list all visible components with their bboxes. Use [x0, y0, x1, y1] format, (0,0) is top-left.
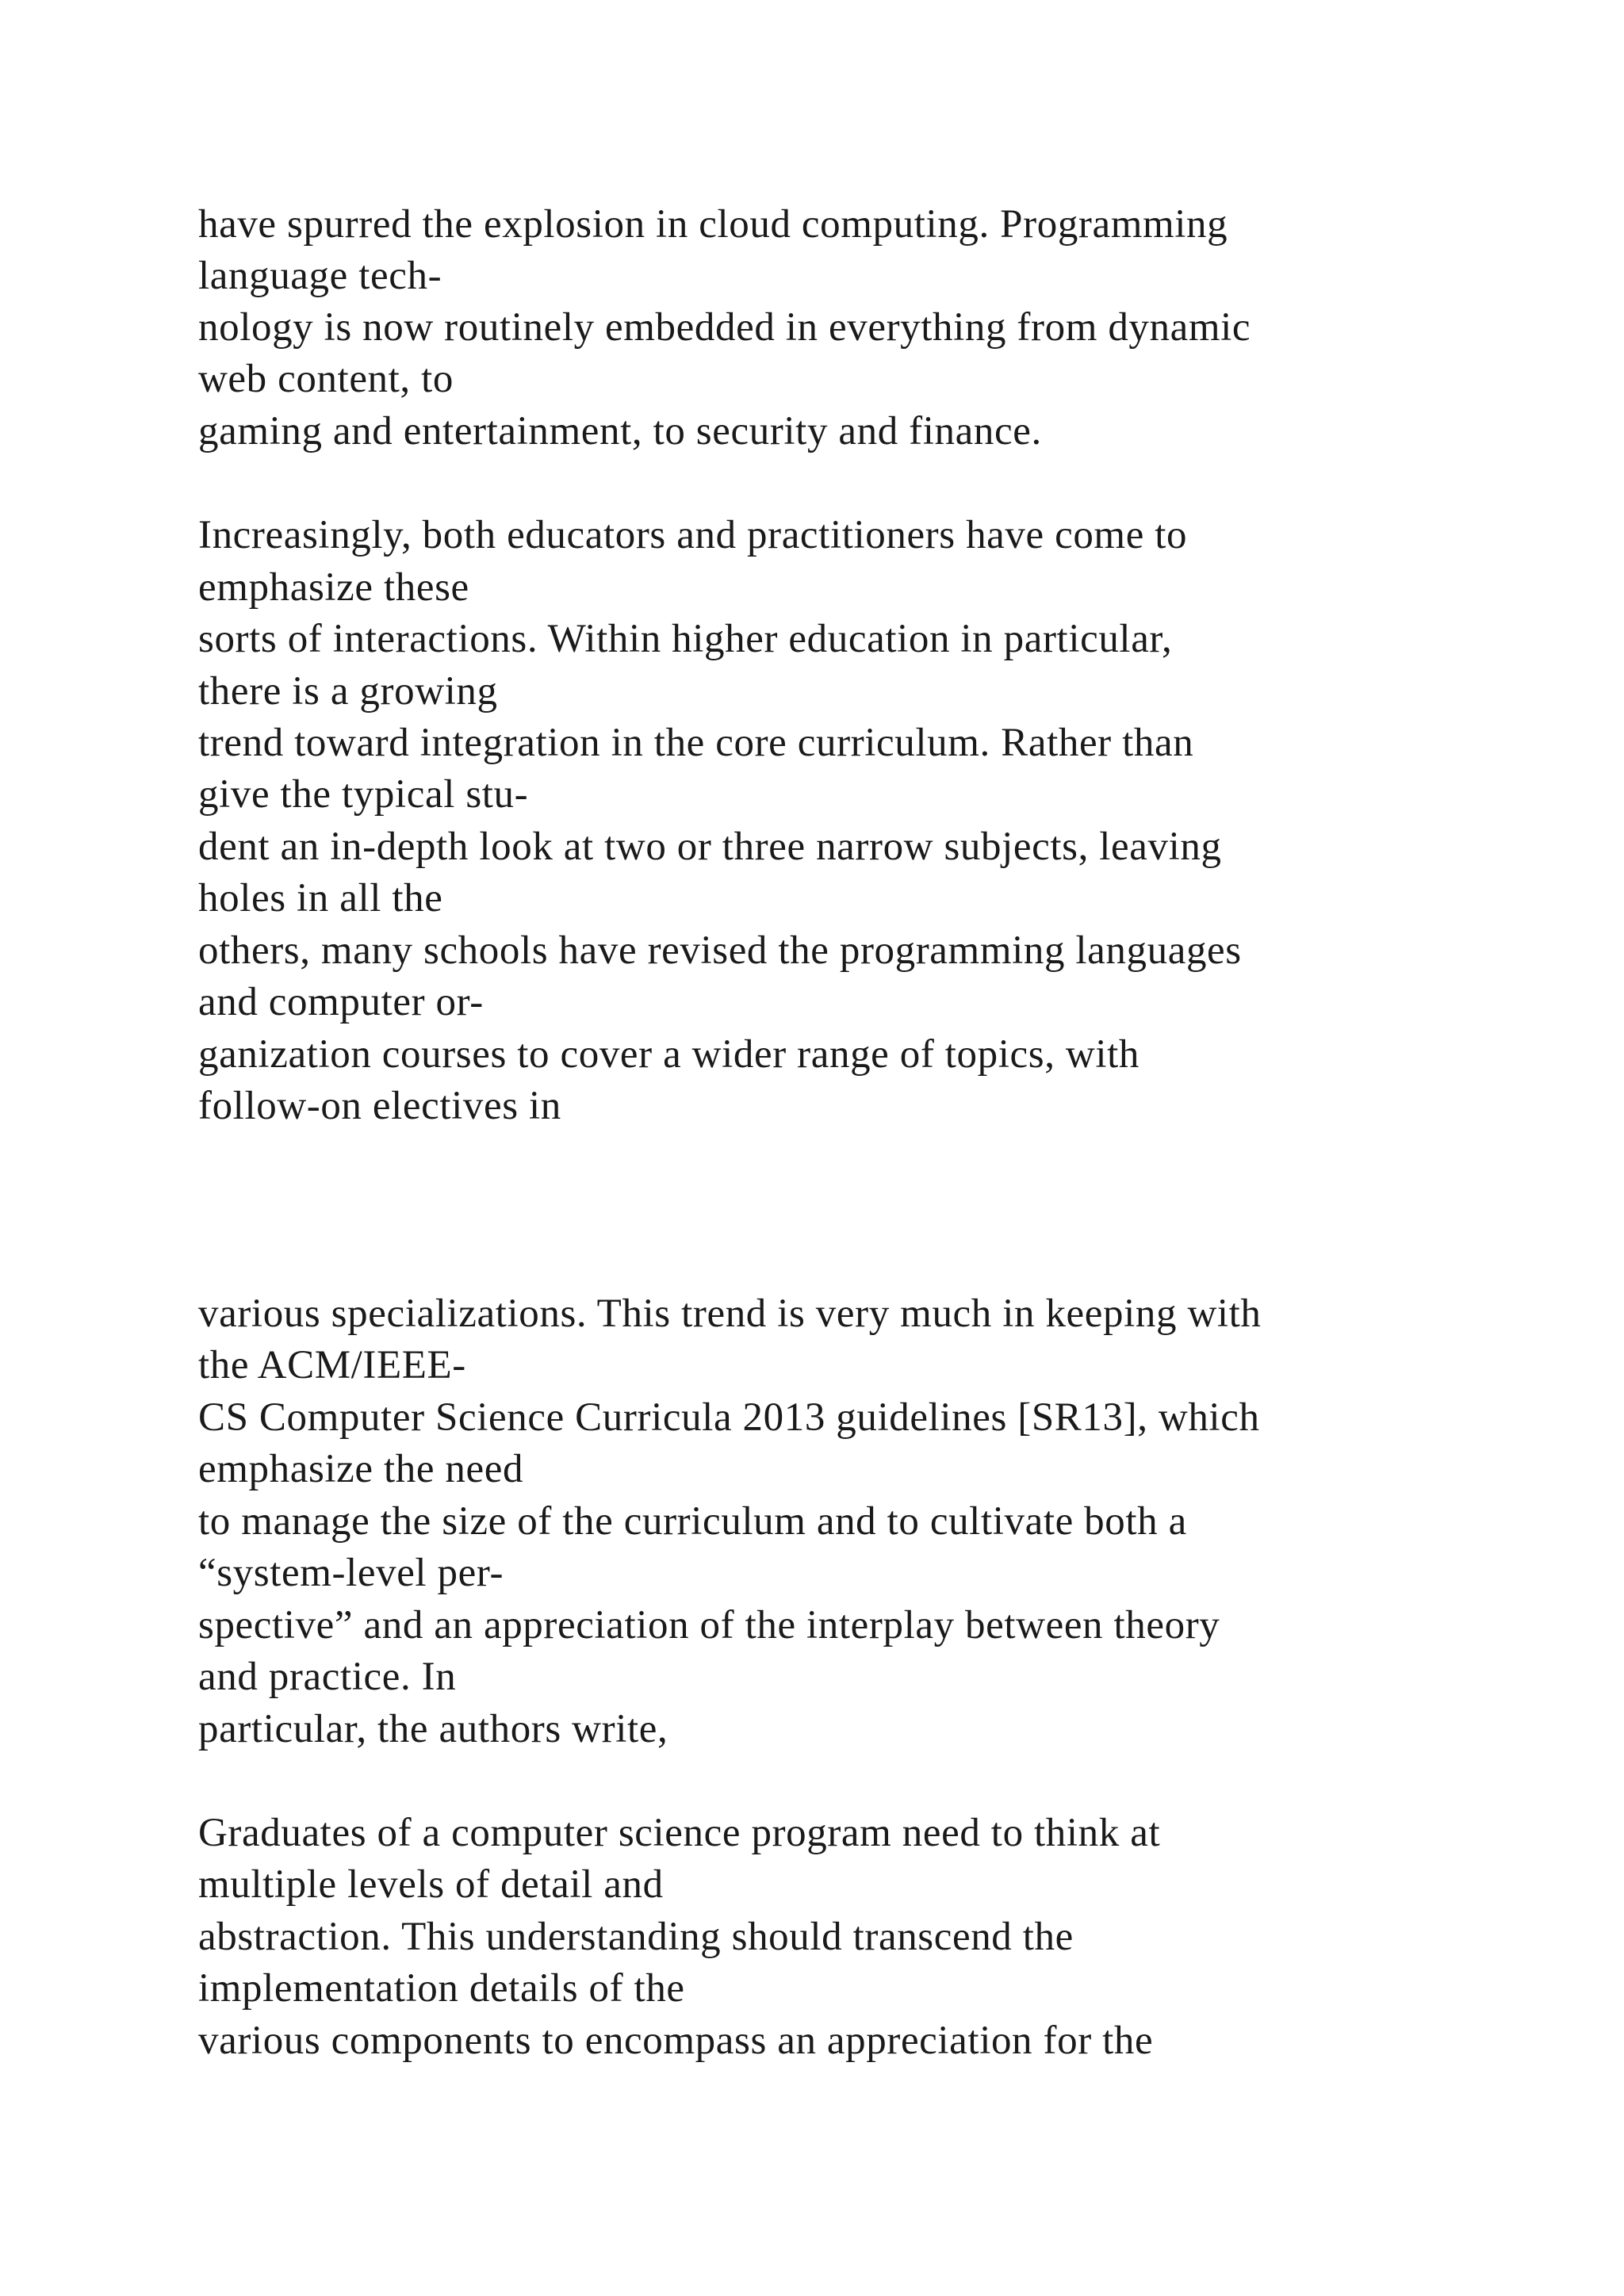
text-line: nology is now routinely embedded in everything from dynamic — [198, 305, 1251, 350]
text-line: Increasingly, both educators and practitioners have come to — [198, 513, 1188, 557]
text-line: web content, to — [198, 357, 454, 401]
text-line: various specializations. This trend is very much in keeping with — [198, 1292, 1262, 1336]
text-line: multiple levels of detail and — [198, 1862, 664, 1907]
text-line: particular, the authors write, — [198, 1707, 668, 1751]
text-line: follow-on electives in — [198, 1084, 561, 1128]
text-line: and computer or- — [198, 980, 484, 1024]
text-line: there is a growing — [198, 669, 498, 714]
text-line: language tech- — [198, 254, 442, 298]
text-line: have spurred the explosion in cloud computing. Programming — [198, 202, 1228, 247]
text-line: “system-level per- — [198, 1551, 504, 1595]
text-line: CS Computer Science Curricula 2013 guidelines [SR13], which — [198, 1395, 1260, 1440]
text-line: sorts of interactions. Within higher education in particular, — [198, 617, 1173, 661]
text-line: and practice. In — [198, 1655, 457, 1699]
text-line: give the typical stu- — [198, 772, 529, 817]
text-line: trend toward integration in the core curriculum. Rather than — [198, 721, 1194, 765]
text-line: abstraction. This understanding should transcend the — [198, 1915, 1074, 1959]
text-line: emphasize these — [198, 565, 469, 610]
text-line: various components to encompass an appreciation for the — [198, 2019, 1154, 2063]
text-line: Graduates of a computer science program need to think at — [198, 1811, 1161, 1855]
text-line: holes in all the — [198, 876, 443, 920]
text-line: the ACM/IEEE- — [198, 1343, 466, 1387]
text-line: spective” and an appreciation of the interplay between theory — [198, 1603, 1220, 1647]
text-line: ganization courses to cover a wider range of topics, with — [198, 1032, 1139, 1077]
text-line: emphasize the need — [198, 1447, 524, 1491]
text-line: dent an in-depth look at two or three narrow subjects, leaving — [198, 825, 1222, 869]
text-line: gaming and entertainment, to security and finance. — [198, 409, 1042, 453]
text-line: others, many schools have revised the programming languages — [198, 928, 1242, 973]
text-line: to manage the size of the curriculum and to cultivate both a — [198, 1499, 1187, 1544]
text-line: implementation details of the — [198, 1966, 685, 2011]
